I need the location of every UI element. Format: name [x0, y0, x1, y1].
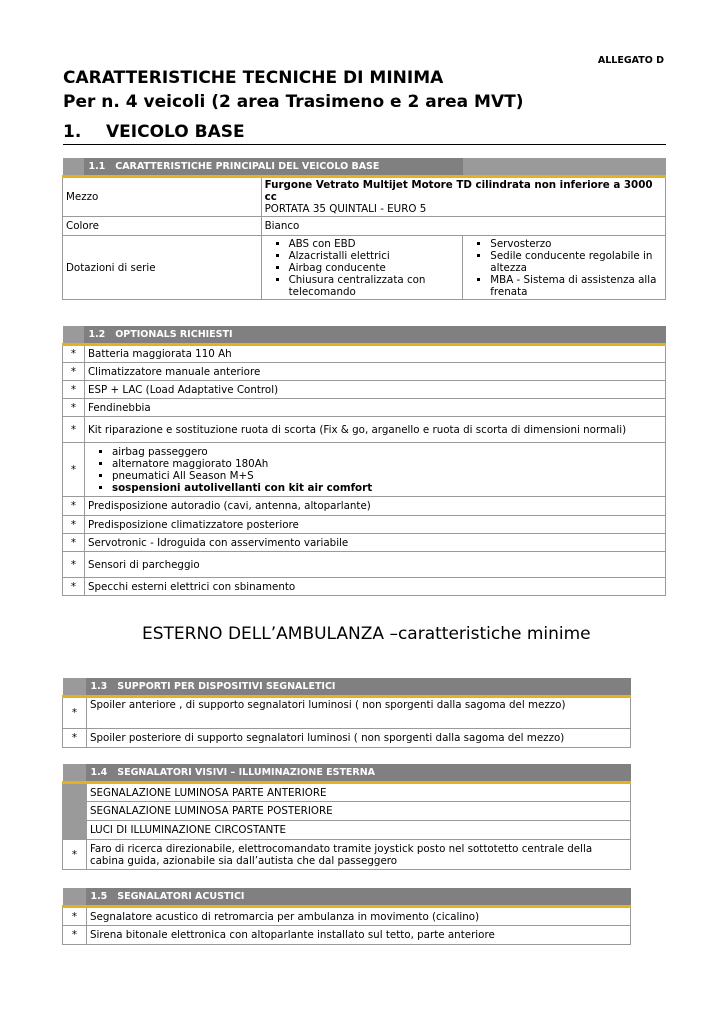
table-row [63, 697, 631, 729]
bullet-star: * [63, 926, 87, 945]
table-row [63, 236, 666, 300]
table-row [63, 840, 631, 870]
list-item: ▪ ABS con EBD [289, 238, 460, 250]
optional-item: Sensori di parcheggio [84, 552, 665, 578]
table-row [63, 783, 631, 802]
bullet-star: * [63, 345, 85, 363]
esterno-heading: ESTERNO DELL’AMBULANZA –caratteristiche minime [142, 624, 591, 644]
list-item: ▪ Chiusura centralizzata con telecomando [289, 274, 460, 298]
table-header [63, 158, 666, 177]
table-header-label: 1.4 SEGNALATORI VISIVI – ILLUMINAZIONE ESTERNA [86, 764, 630, 783]
table-row [63, 534, 666, 552]
segnalatore-item: SEGNALAZIONE LUMINOSA PARTE ANTERIORE [86, 783, 630, 802]
optional-item: Specchi esterni elettrici con sbinamento [84, 578, 665, 596]
bullet-star: * [63, 697, 87, 729]
list-item: ▪ airbag passeggero [112, 446, 662, 458]
table-row [63, 417, 666, 443]
list-item: ▪ Servosterzo [490, 238, 662, 250]
table-row [63, 552, 666, 578]
optional-item: Climatizzatore manuale anteriore [84, 363, 665, 381]
bullet-star: * [63, 578, 85, 596]
table-header [63, 888, 631, 907]
table-row [63, 217, 666, 236]
table-header-label: 1.5 SEGNALATORI ACUSTICI [86, 888, 630, 907]
supporto-item: Spoiler posteriore di supporto segnalatori luminosi ( non sporgenti dalla sagoma del mezzo) [86, 729, 630, 748]
table-row [63, 821, 631, 840]
bullet-star: * [63, 417, 85, 443]
colore-label: Colore [63, 217, 262, 236]
bullet-star: * [63, 840, 87, 870]
bullet-star: * [63, 516, 85, 534]
dotazioni-list-1 [261, 236, 463, 300]
table-header [63, 764, 631, 783]
table-row [63, 516, 666, 534]
colore-value: Bianco [261, 217, 665, 236]
table-row [63, 177, 666, 217]
table-header-label: 1.3 SUPPORTI PER DISPOSITIVI SEGNALETICI [86, 678, 630, 697]
list-item: ▪ Sedile conducente regolabile in altezza [490, 250, 662, 274]
bullet-star: * [63, 381, 85, 399]
optional-item: Fendinebbia [84, 399, 665, 417]
allegato-label: ALLEGATO D [597, 55, 664, 66]
table-header-label: 1.2 OPTIONALS RICHIESTI [84, 326, 665, 345]
table-row [63, 345, 666, 363]
list-item: ▪ Alzacristalli elettrici [289, 250, 460, 262]
acustico-item: Sirena bitonale elettronica con altoparlante installato sul tetto, parte anteriore [86, 926, 630, 945]
optional-list [84, 443, 665, 497]
optional-item: Servotronic - Idroguida con asservimento variabile [84, 534, 665, 552]
bullet-star: * [63, 534, 85, 552]
table-row [63, 907, 631, 926]
list-item: ▪ alternatore maggiorato 180Ah [112, 458, 662, 470]
table-header [63, 678, 631, 697]
section-title: VEICOLO BASE [106, 122, 245, 142]
table-row [63, 399, 666, 417]
optional-item: ESP + LAC (Load Adaptative Control) [84, 381, 665, 399]
segnalatore-item: SEGNALAZIONE LUMINOSA PARTE POSTERIORE [86, 802, 630, 821]
table-row [63, 578, 666, 596]
bullet-star: * [63, 399, 85, 417]
table-row [63, 443, 666, 497]
segnalatore-item: LUCI DI ILLUMINAZIONE CIRCOSTANTE [86, 821, 630, 840]
list-item: ▪ pneumatici All Season M+S [112, 470, 662, 482]
faro-item: Faro di ricerca direzionabile, elettrocomandato tramite joystick posto nel sottotetto centrale della cabina guida, azionabile sia dall’autista che dal passeggero [86, 840, 630, 870]
optional-item: Predisposizione climatizzatore posteriore [84, 516, 665, 534]
section-number: 1. [63, 122, 82, 142]
list-item: ▪ MBA - Sistema di assistenza alla frenata [490, 274, 662, 298]
bullet-star: * [63, 552, 85, 578]
dotazioni-label: Dotazioni di serie [63, 236, 262, 300]
list-item: ▪ sospensioni autolivellanti con kit air comfort [112, 482, 662, 494]
dotazioni-list-2 [463, 236, 666, 300]
bullet-star: * [63, 363, 85, 381]
acustico-item: Segnalatore acustico di retromarcia per ambulanza in movimento (cicalino) [86, 907, 630, 926]
list-item: ▪ Airbag conducente [289, 262, 460, 274]
table-caratteristiche-principali [62, 158, 666, 300]
document-subtitle: Per n. 4 veicoli (2 area Trasimeno e 2 area MVT) [63, 92, 524, 112]
mezzo-value: Furgone Vetrato Multijet Motore TD cilindrata non inferiore a 3000 cc PORTATA 35 QUINTALI - EURO 5 [261, 177, 665, 217]
mezzo-label: Mezzo [63, 177, 262, 217]
table-optionals [62, 326, 666, 596]
table-supporti [62, 678, 631, 748]
table-row [63, 381, 666, 399]
bullet-star: * [63, 443, 85, 497]
table-row [63, 363, 666, 381]
optional-item: Predisposizione autoradio (cavi, antenna, altoparlante) [84, 497, 665, 516]
table-row [63, 729, 631, 748]
table-segnalatori-acustici [62, 888, 631, 945]
table-header-label: 1.1 CARATTERISTICHE PRINCIPALI DEL VEICOLO BASE [84, 158, 462, 177]
table-row [63, 926, 631, 945]
document-title: CARATTERISTICHE TECNICHE DI MINIMA [63, 68, 444, 88]
section-heading [63, 122, 666, 145]
bullet-star: * [63, 497, 85, 516]
bullet-star: * [63, 729, 87, 748]
bullet-star: * [63, 907, 87, 926]
optional-item: Batteria maggiorata 110 Ah [84, 345, 665, 363]
table-segnalatori-visivi [62, 764, 631, 870]
table-row [63, 802, 631, 821]
table-header [63, 326, 666, 345]
optional-item: Kit riparazione e sostituzione ruota di scorta (Fix & go, arganello e ruota di scorta di dimensioni normali) [84, 417, 665, 443]
table-row [63, 497, 666, 516]
supporto-item: Spoiler anteriore , di supporto segnalatori luminosi ( non sporgenti dalla sagoma del mezzo) [86, 697, 630, 729]
